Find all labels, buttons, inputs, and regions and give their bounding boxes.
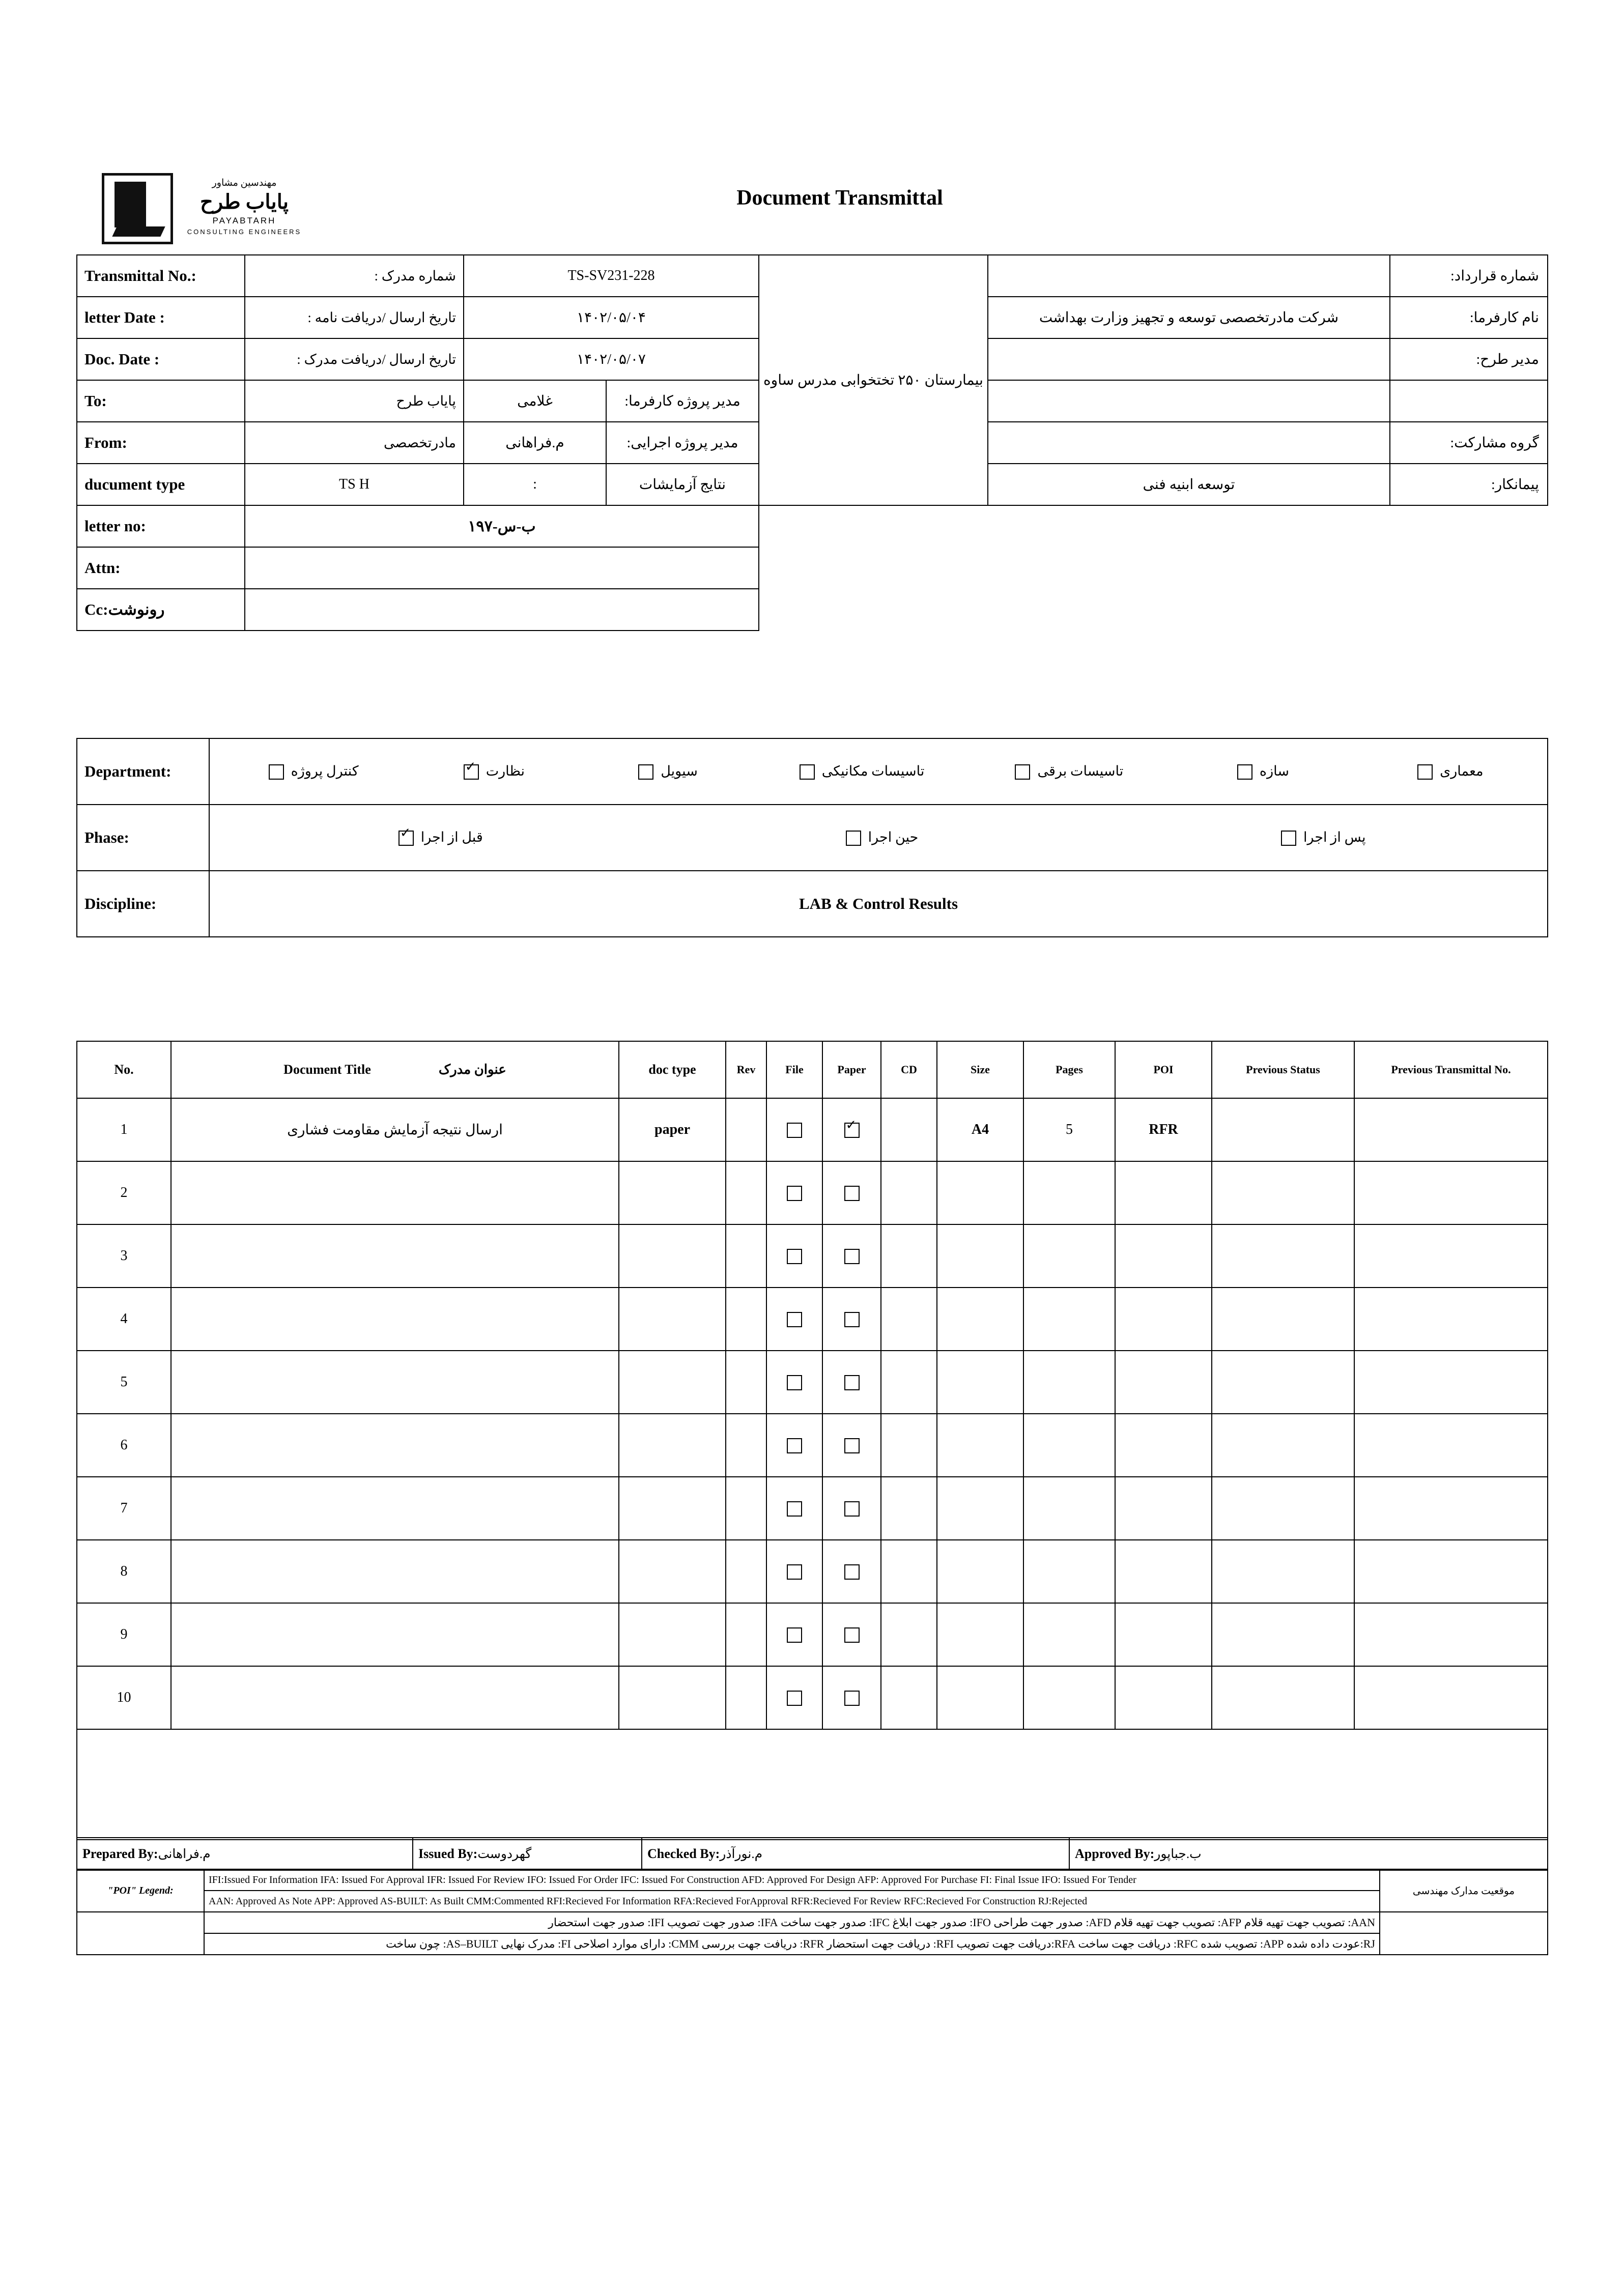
cell-cd[interactable]: [881, 1098, 937, 1161]
cell-pages[interactable]: [1023, 1288, 1115, 1351]
cell-size[interactable]: [937, 1351, 1023, 1414]
col-header-cd: CD: [881, 1041, 937, 1098]
cell-size[interactable]: [937, 1666, 1023, 1729]
cell-no: 2: [77, 1161, 171, 1224]
info-row-transmittal-no: [77, 255, 1548, 297]
dept-option-project-control[interactable]: [216, 763, 404, 780]
cell-rev[interactable]: [726, 1666, 766, 1729]
cell-rev[interactable]: [726, 1414, 766, 1477]
dept-option-architecture-label: معماری: [1440, 763, 1484, 779]
dept-checkbox-architecture[interactable]: [1417, 764, 1433, 780]
legend-right-label-spacer: [1380, 1912, 1548, 1955]
value-cc[interactable]: [245, 589, 759, 631]
documents-header-row: [77, 1041, 1548, 1098]
col-header-prev-transmittal-text: Previous Transmittal No.: [1391, 1063, 1511, 1076]
cell-prev-transmittal[interactable]: [1354, 1603, 1548, 1666]
cell-doc-type[interactable]: [619, 1540, 726, 1603]
cell-no: 8: [77, 1540, 171, 1603]
cell-paper[interactable]: [822, 1098, 881, 1161]
value-contractor[interactable]: توسعه ابنیه فنی: [988, 464, 1390, 505]
cell-prev-status[interactable]: [1212, 1414, 1354, 1477]
issued-by-cell[interactable]: [413, 1838, 642, 1870]
phase-option-before-label: قبل از اجرا: [420, 829, 483, 845]
label-transmittal-no-fa: شماره مدرک :: [245, 255, 464, 297]
phase-option-during-label: حین اجرا: [868, 829, 919, 845]
paper-checkbox[interactable]: [844, 1501, 860, 1517]
paper-checkbox[interactable]: [844, 1312, 860, 1327]
label-executive-pm: مدیر پروژه اجرایی:: [606, 422, 759, 464]
cell-paper[interactable]: [822, 1477, 881, 1540]
cell-title[interactable]: ارسال نتیجه آزمایش مقاومت فشاری: [171, 1098, 619, 1161]
value-employer-pm-name[interactable]: غلامی: [464, 380, 606, 422]
cell-paper[interactable]: [822, 1540, 881, 1603]
cell-rev[interactable]: [726, 1098, 766, 1161]
cell-doc-type[interactable]: [619, 1351, 726, 1414]
issued-by-value[interactable]: گهردوست: [477, 1847, 532, 1861]
department-row: [77, 738, 1548, 805]
col-header-file: File: [766, 1041, 822, 1098]
legend-row: [77, 1933, 1548, 1955]
cell-prev-status[interactable]: [1212, 1666, 1354, 1729]
cell-file[interactable]: [766, 1666, 822, 1729]
dept-option-mechanical-label: تاسیسات مکانیکی: [821, 763, 925, 779]
label-blank-right-4: [1390, 380, 1548, 422]
cell-pages[interactable]: [1023, 1161, 1115, 1224]
logo-line4: CONSULTING ENGINEERS: [187, 228, 302, 236]
paper-checkbox[interactable]: [844, 1627, 860, 1643]
cell-poi[interactable]: [1115, 1351, 1212, 1414]
cell-doc-type[interactable]: [619, 1224, 726, 1288]
value-doc-date[interactable]: ۱۴۰۲/۰۵/۰۷: [464, 338, 759, 380]
col-header-size: Size: [937, 1041, 1023, 1098]
cell-no: 5: [77, 1351, 171, 1414]
cell-no: 3: [77, 1224, 171, 1288]
legend-line-fa-1: AAN: تصویب جهت تهیه قلام AFP: تصویب جهت تهیه قلام AFD: صدور جهت طراحی IFO: صدور جهت ابلاغ IFC: صدور جهت ساخت IFA: صدور جهت تصویب IFI: صدور جهت استحضار: [204, 1912, 1380, 1933]
cell-title[interactable]: [171, 1161, 619, 1224]
dept-option-architecture[interactable]: [1353, 763, 1541, 780]
label-letter-no: letter no:: [77, 505, 245, 547]
label-department: Department:: [77, 738, 209, 805]
cell-poi[interactable]: [1115, 1477, 1212, 1540]
cell-file[interactable]: [766, 1351, 822, 1414]
poi-legend-table: [76, 1869, 1548, 1955]
cell-file[interactable]: [766, 1477, 822, 1540]
signature-row: [77, 1838, 1548, 1870]
col-header-title-fa: عنوان مدرک: [438, 1062, 506, 1077]
cell-rev[interactable]: [726, 1224, 766, 1288]
logo-mark-icon: [102, 173, 173, 244]
file-checkbox[interactable]: [787, 1501, 802, 1517]
cell-cd[interactable]: [881, 1540, 937, 1603]
cell-rev[interactable]: [726, 1351, 766, 1414]
cell-rev[interactable]: [726, 1477, 766, 1540]
legend-line-fa-2: RJ:عودت داده شده APP: تصویب شده RFC: دریافت جهت ساخت RFA:دریافت جهت تصویب RFI: دریافت جهت استحضار RFR: دریافت جهت بررسی CMM: دارای موارد اصلاحی FI: مدرک نهایی AS–BUILT: چون ساخت: [204, 1933, 1380, 1955]
logo-line3: PAYABTARH: [212, 216, 276, 225]
cell-title[interactable]: [171, 1288, 619, 1351]
label-doc-date-fa: تاریخ ارسال /دریافت مدرک :: [245, 338, 464, 380]
label-document-type: ducument type: [77, 464, 245, 505]
label-discipline: Discipline:: [77, 871, 209, 937]
value-partnership-group[interactable]: [988, 422, 1390, 464]
file-checkbox[interactable]: [787, 1312, 802, 1327]
prepared-by-label: Prepared By:: [82, 1846, 158, 1861]
dept-option-structure-label: سازه: [1259, 763, 1289, 779]
cell-pages[interactable]: [1023, 1540, 1115, 1603]
phase-row: [77, 805, 1548, 871]
phase-options: [209, 805, 1548, 871]
paper-checkbox[interactable]: [844, 1123, 860, 1138]
label-partnership-group: گروه مشارکت:: [1390, 422, 1548, 464]
cell-no: 4: [77, 1288, 171, 1351]
cell-doc-type[interactable]: [619, 1666, 726, 1729]
value-document-type-fa[interactable]: نتایج آزمایشات: [606, 464, 759, 505]
cell-doc-type[interactable]: [619, 1603, 726, 1666]
dept-option-structure[interactable]: [1166, 763, 1353, 780]
cell-no: 6: [77, 1414, 171, 1477]
file-checkbox[interactable]: [787, 1249, 802, 1264]
value-document-type-colon: :: [464, 464, 606, 505]
page-title: Document Transmittal: [736, 186, 943, 210]
phase-checkbox-after[interactable]: [1281, 831, 1296, 846]
label-letter-date-fa: تاریخ ارسال /دریافت نامه :: [245, 297, 464, 338]
table-row: [77, 1477, 1548, 1540]
cell-doc-type[interactable]: [619, 1414, 726, 1477]
cell-prev-status[interactable]: [1212, 1351, 1354, 1414]
col-header-prev-transmittal: [1354, 1041, 1548, 1098]
table-row: [77, 1288, 1548, 1351]
phase-checkbox-during[interactable]: [846, 831, 861, 846]
cell-poi[interactable]: [1115, 1414, 1212, 1477]
cell-pages[interactable]: [1023, 1666, 1115, 1729]
col-header-prev-status: [1212, 1041, 1354, 1098]
checked-by-cell[interactable]: [642, 1838, 1069, 1870]
dept-checkbox-supervision[interactable]: [464, 764, 479, 780]
dept-checkbox-electrical[interactable]: [1015, 764, 1030, 780]
cell-poi[interactable]: [1115, 1161, 1212, 1224]
cell-file[interactable]: [766, 1224, 822, 1288]
cell-title[interactable]: [171, 1351, 619, 1414]
cell-prev-status[interactable]: [1212, 1161, 1354, 1224]
cell-prev-transmittal[interactable]: [1354, 1666, 1548, 1729]
value-letter-date[interactable]: ۱۴۰۲/۰۵/۰۴: [464, 297, 759, 338]
dept-checkbox-project-control[interactable]: [269, 764, 284, 780]
legend-row: [77, 1869, 1548, 1891]
dept-option-electrical-label: تاسیسات برقی: [1037, 763, 1124, 779]
table-row: [77, 1224, 1548, 1288]
cell-paper[interactable]: [822, 1288, 881, 1351]
label-letter-date: letter Date :: [77, 297, 245, 338]
col-header-paper: Paper: [822, 1041, 881, 1098]
company-logo: [92, 168, 316, 244]
cell-prev-status[interactable]: [1212, 1540, 1354, 1603]
info-row-letter-no: [77, 505, 1548, 547]
cell-prev-transmittal[interactable]: [1354, 1288, 1548, 1351]
table-row: [77, 1351, 1548, 1414]
label-contract-no: شماره قرارداد:: [1390, 255, 1548, 297]
cell-title[interactable]: [171, 1603, 619, 1666]
approved-by-value[interactable]: ب.جباپور: [1154, 1847, 1202, 1861]
cell-doc-type[interactable]: [619, 1288, 726, 1351]
col-header-pages: Pages: [1023, 1041, 1115, 1098]
notes-area[interactable]: [77, 1729, 1548, 1840]
dept-option-project-control-label: کنترل پروژه: [291, 763, 359, 779]
label-contractor: پیمانکار:: [1390, 464, 1548, 505]
cell-doc-type[interactable]: [619, 1477, 726, 1540]
cell-prev-status[interactable]: [1212, 1224, 1354, 1288]
prepared-by-value[interactable]: م.فراهانی: [158, 1847, 211, 1861]
legend-line-en-2: AAN: Approved As Note APP: Approved AS-BUILT: As Built CMM:Commented RFI:Recieved For Information RFA:Recieved ForApproval RFR:Recieved For Review RFC:Recieved For Construction RJ:Rejected: [204, 1891, 1380, 1912]
table-row: [77, 1098, 1548, 1161]
cell-paper[interactable]: [822, 1351, 881, 1414]
cell-prev-status[interactable]: [1212, 1288, 1354, 1351]
legend-row: [77, 1891, 1548, 1912]
col-header-title: [171, 1041, 619, 1098]
file-checkbox[interactable]: [787, 1375, 802, 1390]
file-checkbox[interactable]: [787, 1691, 802, 1706]
paper-checkbox[interactable]: [844, 1249, 860, 1264]
col-header-doc-type: doc type: [619, 1041, 726, 1098]
paper-checkbox[interactable]: [844, 1564, 860, 1580]
legend-right-label: موقعیت مدارک مهندسی: [1380, 1869, 1548, 1912]
notes-area-row: [77, 1729, 1548, 1840]
dept-option-mechanical[interactable]: [751, 763, 965, 780]
cell-paper[interactable]: [822, 1414, 881, 1477]
cell-size[interactable]: [937, 1540, 1023, 1603]
cell-doc-type[interactable]: [619, 1161, 726, 1224]
value-transmittal-no[interactable]: TS-SV231-228: [464, 255, 759, 297]
cell-rev[interactable]: [726, 1603, 766, 1666]
cell-prev-transmittal[interactable]: [1354, 1414, 1548, 1477]
transmittal-info-table: [76, 254, 1548, 631]
dept-checkbox-civil[interactable]: [638, 764, 653, 780]
cell-rev[interactable]: [726, 1540, 766, 1603]
cell-cd[interactable]: [881, 1603, 937, 1666]
file-checkbox[interactable]: [787, 1186, 802, 1201]
dept-checkbox-mechanical[interactable]: [800, 764, 815, 780]
value-from[interactable]: مادرتخصصی: [245, 422, 464, 464]
cell-title[interactable]: [171, 1414, 619, 1477]
cell-size[interactable]: A4: [937, 1098, 1023, 1161]
cell-size[interactable]: [937, 1477, 1023, 1540]
label-doc-date: Doc. Date :: [77, 338, 245, 380]
cell-cd[interactable]: [881, 1414, 937, 1477]
cell-doc-type[interactable]: paper: [619, 1098, 726, 1161]
value-employer-name[interactable]: شرکت مادرتخصصی توسعه و تجهیز وزارت بهداشت: [988, 297, 1390, 338]
cell-pages[interactable]: [1023, 1224, 1115, 1288]
checked-by-value[interactable]: م.نورآذر: [720, 1847, 763, 1861]
file-checkbox[interactable]: [787, 1438, 802, 1453]
cell-no: 1: [77, 1098, 171, 1161]
discipline-row: [77, 871, 1548, 937]
table-row: [77, 1666, 1548, 1729]
file-checkbox[interactable]: [787, 1564, 802, 1580]
legend-row: [77, 1912, 1548, 1933]
logo-text: [178, 177, 310, 236]
cell-size[interactable]: [937, 1603, 1023, 1666]
label-project-manager: مدیر طرح:: [1390, 338, 1548, 380]
value-attn[interactable]: [245, 547, 759, 589]
cell-prev-transmittal[interactable]: [1354, 1224, 1548, 1288]
signature-table: [76, 1837, 1548, 1871]
phase-checkbox-before[interactable]: [398, 831, 414, 846]
paper-checkbox[interactable]: [844, 1375, 860, 1390]
cell-cd[interactable]: [881, 1161, 937, 1224]
cell-prev-status[interactable]: [1212, 1098, 1354, 1161]
cell-prev-status[interactable]: [1212, 1603, 1354, 1666]
value-document-type-code[interactable]: TS H: [245, 464, 464, 505]
documents-table: [76, 1041, 1548, 1840]
approved-by-label: Approved By:: [1075, 1846, 1155, 1861]
cell-file[interactable]: [766, 1288, 822, 1351]
label-attn: Attn:: [77, 547, 245, 589]
label-employer-name: نام کارفرما:: [1390, 297, 1548, 338]
cell-poi[interactable]: [1115, 1603, 1212, 1666]
cell-pages[interactable]: [1023, 1414, 1115, 1477]
cell-poi[interactable]: RFR: [1115, 1098, 1212, 1161]
cell-file[interactable]: [766, 1540, 822, 1603]
info-row-attn: [77, 547, 1548, 589]
cell-pages[interactable]: [1023, 1477, 1115, 1540]
cell-cd[interactable]: [881, 1666, 937, 1729]
value-partnership-blank[interactable]: [988, 380, 1390, 422]
table-row: [77, 1414, 1548, 1477]
label-employer-pm: مدیر پروژه کارفرما:: [606, 380, 759, 422]
col-header-poi: POI: [1115, 1041, 1212, 1098]
dept-option-electrical[interactable]: [965, 763, 1166, 780]
logo-line2: پایاب طرح: [200, 190, 289, 213]
cell-size[interactable]: [937, 1224, 1023, 1288]
legend-line-en-1: IFI:Issued For Information IFA: Issued For Approval IFR: Issued For Review IFO: Issued For Order IFC: Issued For Construction AFD: Approved For Design AFP: Approved For Purchase FI: Final Issue IFO: Issued For Tender: [204, 1869, 1380, 1891]
value-discipline[interactable]: LAB & Control Results: [209, 871, 1548, 937]
info-row-cc: [77, 589, 1548, 631]
cell-cd[interactable]: [881, 1477, 937, 1540]
cell-no: 9: [77, 1603, 171, 1666]
file-checkbox[interactable]: [787, 1123, 802, 1138]
cell-title[interactable]: [171, 1224, 619, 1288]
cell-paper[interactable]: [822, 1161, 881, 1224]
dept-option-civil[interactable]: [578, 763, 752, 780]
cell-prev-transmittal[interactable]: [1354, 1540, 1548, 1603]
cell-cd[interactable]: [881, 1224, 937, 1288]
department-table: [76, 738, 1548, 937]
cell-poi[interactable]: [1115, 1540, 1212, 1603]
file-checkbox[interactable]: [787, 1627, 802, 1643]
dept-option-supervision[interactable]: [404, 763, 578, 780]
cell-paper[interactable]: [822, 1666, 881, 1729]
label-phase: Phase:: [77, 805, 209, 871]
legend-label: "POI" Legend:: [77, 1869, 204, 1912]
document-header: [76, 163, 1552, 249]
cell-file[interactable]: [766, 1098, 822, 1161]
cell-cd[interactable]: [881, 1351, 937, 1414]
table-row: [77, 1603, 1548, 1666]
col-header-no: No.: [77, 1041, 171, 1098]
cell-cd[interactable]: [881, 1288, 937, 1351]
project-name: بیمارستان ۲۵۰ تختخوابی مدرس ساوه: [759, 255, 988, 505]
value-letter-no[interactable]: ب-س-۱۹۷: [245, 505, 759, 547]
label-transmittal-no: Transmittal No.:: [77, 255, 245, 297]
cell-poi[interactable]: [1115, 1666, 1212, 1729]
cell-pages[interactable]: [1023, 1351, 1115, 1414]
value-executive-pm-name[interactable]: م.فراهانی: [464, 422, 606, 464]
phase-option-before[interactable]: [216, 830, 658, 846]
prepared-by-cell[interactable]: [77, 1838, 413, 1870]
cell-file[interactable]: [766, 1161, 822, 1224]
label-to: To:: [77, 380, 245, 422]
issued-by-label: Issued By:: [418, 1846, 478, 1861]
value-project-manager[interactable]: [988, 338, 1390, 380]
col-header-rev: Rev: [726, 1041, 766, 1098]
cell-poi[interactable]: [1115, 1224, 1212, 1288]
cell-prev-transmittal[interactable]: [1354, 1351, 1548, 1414]
cell-file[interactable]: [766, 1603, 822, 1666]
cell-rev[interactable]: [726, 1288, 766, 1351]
table-row: [77, 1161, 1548, 1224]
col-header-title-en: Document Title: [283, 1062, 371, 1077]
cell-paper[interactable]: [822, 1224, 881, 1288]
dept-checkbox-structure[interactable]: [1237, 764, 1252, 780]
dept-option-civil-label: سیویل: [661, 763, 698, 779]
label-cc: Cc:رونوشت: [77, 589, 245, 631]
cell-prev-transmittal[interactable]: [1354, 1161, 1548, 1224]
paper-checkbox[interactable]: [844, 1691, 860, 1706]
checked-by-label: Checked By:: [647, 1846, 720, 1861]
cell-prev-transmittal[interactable]: [1354, 1098, 1548, 1161]
value-contract-no[interactable]: [988, 255, 1390, 297]
cell-pages[interactable]: [1023, 1603, 1115, 1666]
cell-rev[interactable]: [726, 1161, 766, 1224]
cell-title[interactable]: [171, 1540, 619, 1603]
cell-size[interactable]: [937, 1414, 1023, 1477]
logo-line1: مهندسین مشاور: [212, 178, 277, 188]
value-to[interactable]: پایاب طرح: [245, 380, 464, 422]
cell-size[interactable]: [937, 1288, 1023, 1351]
phase-option-during[interactable]: [658, 830, 1099, 846]
dept-option-supervision-label: نظارت: [486, 763, 525, 779]
department-options: [209, 738, 1548, 805]
cell-size[interactable]: [937, 1161, 1023, 1224]
paper-checkbox[interactable]: [844, 1186, 860, 1201]
cell-file[interactable]: [766, 1414, 822, 1477]
cell-poi[interactable]: [1115, 1288, 1212, 1351]
cell-prev-transmittal[interactable]: [1354, 1477, 1548, 1540]
cell-title[interactable]: [171, 1666, 619, 1729]
phase-option-after[interactable]: [1099, 830, 1541, 846]
table-row: [77, 1540, 1548, 1603]
cell-paper[interactable]: [822, 1603, 881, 1666]
cell-no: 10: [77, 1666, 171, 1729]
paper-checkbox[interactable]: [844, 1438, 860, 1453]
label-from: From:: [77, 422, 245, 464]
cell-no: 7: [77, 1477, 171, 1540]
cell-prev-status[interactable]: [1212, 1477, 1354, 1540]
legend-label-spacer: [77, 1912, 204, 1955]
cell-title[interactable]: [171, 1477, 619, 1540]
approved-by-cell[interactable]: [1069, 1838, 1548, 1870]
col-header-prev-status-text: Previous Status: [1246, 1063, 1320, 1076]
phase-option-after-label: پس از اجرا: [1303, 829, 1366, 845]
cell-pages[interactable]: 5: [1023, 1098, 1115, 1161]
